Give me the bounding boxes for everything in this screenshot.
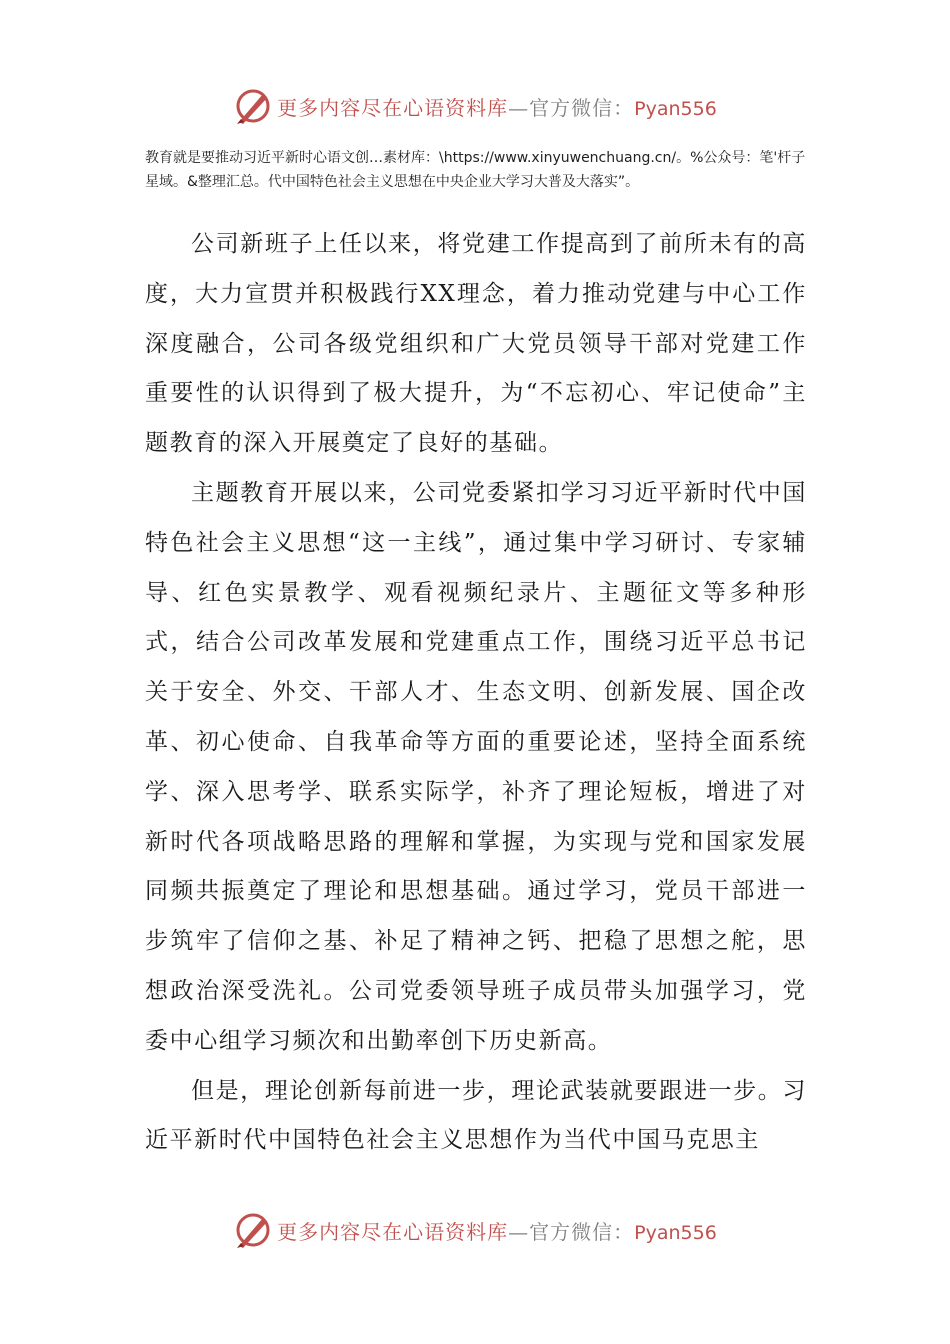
intro-text: 教育就是要推动习近平新时心语文创…素材库：\https://www.xinyuwenchuang.cn/。%公众号：笔'杆子星域。&整理汇总。代中国特色社会主义思想在中央企业大学习大普及大落实”。 xyxy=(145,150,806,190)
footer-wechat-label: 官方微信： xyxy=(529,1219,635,1244)
header-wechat-id: Pyan556 xyxy=(634,97,717,120)
pen-logo-icon xyxy=(233,1210,273,1250)
footer-wechat-id: Pyan556 xyxy=(634,1221,717,1244)
paragraph-1: 公司新班子上任以来，将党建工作提高到了前所未有的高度，大力宣贯并积极践行XX理念，着力推动党建与中心工作深度融合，公司各级党组织和广大党员领导干部对党建工作重要性的认识得到了极大提升，为“不忘初心、牢记使命”主题教育的深入开展奠定了良好的基础。 xyxy=(145,231,807,457)
footer-separator: — xyxy=(508,1219,530,1244)
header-banner-text xyxy=(277,92,717,121)
footer-site-text: 更多内容尽在心语资料库 xyxy=(277,1219,509,1244)
footer-banner xyxy=(0,1208,950,1252)
header-banner xyxy=(0,84,950,128)
header-wechat-label: 官方微信： xyxy=(529,95,635,120)
footer-banner-text xyxy=(277,1216,717,1245)
document-body xyxy=(145,220,807,1166)
header-site-text: 更多内容尽在心语资料库 xyxy=(277,95,509,120)
pen-logo-icon xyxy=(233,86,273,126)
paragraph-3: 但是，理论创新每前进一步，理论武装就要跟进一步。习近平新时代中国特色社会主义思想作为当代中国马克思主 xyxy=(145,1077,807,1154)
header-separator: — xyxy=(508,95,530,120)
paragraph-2: 主题教育开展以来，公司党委紧扣学习习近平新时代中国特色社会主义思想“这一主线”，通过集中学习研讨、专家辅导、红色实景教学、观看视频纪录片、主题征文等多种形式，结合公司改革发展和党建重点工作，围绕习近平总书记关于安全、外交、干部人才、生态文明、创新发展、国企改革、初心使命、自我革命等方面的重要论述，坚持全面系统学、深入思考学、联系实际学，补齐了理论短板，增进了对新时代各项战略思路的理解和掌握，为实现与党和国家发展同频共振奠定了理论和思想基础。通过学习，党员干部进一步筑牢了信仰之基、补足了精神之钙、把稳了思想之舵，思想政治深受洗礼。公司党委领导班子成员带头加强学习，党委中心组学习频次和出勤率创下历史新高。 xyxy=(145,479,807,1054)
